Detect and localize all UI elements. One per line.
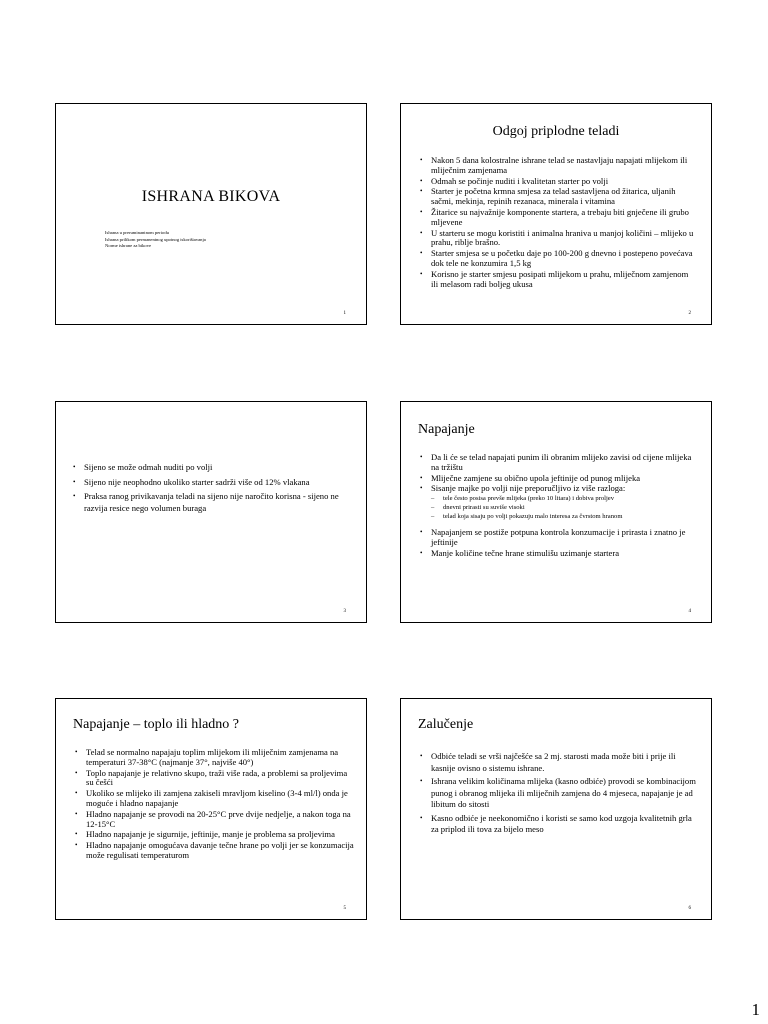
list-item — [419, 484, 699, 521]
list-item: • Hladno napajanje omogućava davanje tečne hrane po volji jer se konzumacija može regulisati temperaturom — [74, 841, 354, 861]
slide-number: 3 — [343, 609, 346, 614]
list-item: • Kasno odbiće je neekonomično i koristi se samo kod uzgoja kvalitetnih grla za priplod ili tova za bijelo meso — [419, 813, 699, 836]
list-item: • Telad se normalno napajaju toplim mlijekom ili mliječnim zamjenama na temperaturi 37-38°C (najmanje 37°, najviše 40°) — [74, 748, 354, 768]
list-item: • Sijeno nije neophodno ukoliko starter sadrži više od 12% vlakana — [72, 477, 354, 489]
list-item: • Sijeno se može odmah nuditi po volji — [72, 462, 354, 474]
subtitle-lines — [105, 230, 206, 250]
list-item: • Nakon 5 dana kolostralne ishrane telad se nastavljaju napajati mlijekom ili mliječnim zamjenama — [419, 156, 697, 176]
slide-2 — [400, 103, 712, 325]
sub-list-item: – tele često posisa prevše mlijeka (preko 10 litara) i dobiva proljev — [431, 494, 699, 503]
subtitle-line: Ishrana prilikom permanentnog upotnog iskorištavanja — [105, 236, 206, 242]
list-item: • Manje količine tečne hrane stimulišu uzimanje startera — [419, 549, 699, 559]
slide-title: ISHRANA BIKOVA — [141, 188, 281, 205]
list-item: • Ukoliko se mlijeko ili zamjena zakiseli mravljom kiselino (3-4 ml/l) onda je moguće i hladno napajanje — [74, 789, 354, 809]
sub-bullet-list — [431, 494, 699, 521]
list-item: • Žitarice su najvažnije komponente startera, a trebaju biti gnječene ili grubo mljevene — [419, 208, 697, 228]
list-item: • Odmah se počinje nuditi i kvalitetan starter po volji — [419, 177, 697, 187]
list-item: • Toplo napajanje je relativno skupo, traži više rada, a problemi sa proljevima su češći — [74, 769, 354, 789]
list-item: • Ishrana velikim količinama mlijeka (kasno odbiće) provodi se kombinacijom punog i obranog mlijeka ili mliječnih zamjena do 4 mjeseca, napajanje je ad libitum do sitosti — [419, 776, 699, 811]
slide-number: 5 — [343, 906, 346, 911]
slide-number: 6 — [688, 906, 691, 911]
slide-title: Odgoj priplodne teladi — [492, 124, 620, 139]
slide-title: Zalučenje — [418, 717, 474, 732]
list-item: • Starter je početna krmna smjesa za telad sastavljena od žitarica, uljanih sačmi, mekinja, repinih rezanaca, minerala i vitamina — [419, 187, 697, 207]
list-item: • Mliječne zamjene su obično upola jeftinije od punog mlijeka — [419, 474, 699, 484]
subtitle-line: Ishrana u preruminantnom periodu — [105, 230, 169, 235]
page-number: 1 — [751, 1000, 760, 1019]
slide-4 — [400, 401, 712, 623]
list-item: • Napajanjem se postiže potpuna kontrola konzumacije i prirasta i znatno je jeftinije — [419, 528, 699, 548]
slide-number: 4 — [688, 609, 691, 614]
slide-title: Napajanje – toplo ili hladno ? — [73, 717, 240, 732]
slide-3 — [55, 401, 367, 623]
bullet-list — [419, 156, 697, 290]
slide-title: Napajanje — [418, 422, 475, 437]
list-item-text: Sisanje majke po volji nije preporučljivo iz više razloga: — [431, 483, 626, 494]
sub-list-item: – dnevni prirasti su suviše visoki — [431, 503, 699, 512]
slide-number: 2 — [688, 311, 691, 316]
slide-5 — [55, 698, 367, 920]
list-item: • U starteru se mogu koristiti i animalna hraniva u manjoj količini – mlijeko u prahu, riblje brašno. — [419, 229, 697, 249]
list-item: • Starter smjesa se u početku daje po 100-200 g dnevno i postepeno povećava dok tele ne konzumira 1,5 kg — [419, 249, 697, 269]
bullet-list — [419, 453, 699, 560]
list-item: • Hladno napajanje se provodi na 20-25°C prve dvije nedjelje, a nakon toga na 12-15°C — [74, 810, 354, 830]
list-item: • Praksa ranog privikavanja teladi na sijeno nije naročito korisna - sijeno ne razvija resice nego volumen buraga — [72, 491, 354, 514]
subtitle-line: Norme ishrane za bikove — [105, 243, 152, 248]
list-item: • Hladno napajanje je sigurnije, jeftinije, manje je problema sa proljevima — [74, 830, 354, 840]
sub-list-item: – telad koja sisaju po volji pokazuju malo interesa za čvrstom hranom — [431, 512, 699, 521]
bullet-list — [74, 748, 354, 862]
list-item: • Odbiće teladi se vrši najčešće sa 2 mj. starosti mada može biti i prije ili kasnije ovisno o sistemu ishrane. — [419, 751, 699, 774]
bullet-list — [72, 462, 354, 515]
slide-number: 1 — [343, 311, 346, 316]
bullet-list — [419, 751, 699, 837]
list-item: • Da li će se telad napajati punim ili obranim mlijeko zavisi od cijene mlijeka na tržištu — [419, 453, 699, 473]
slide-1 — [55, 103, 367, 325]
list-item: • Korisno je starter smjesu posipati mlijekom u prahu, mliječnom zamjenom ili melasom radi boljeg ukusa — [419, 270, 697, 290]
slide-6 — [400, 698, 712, 920]
